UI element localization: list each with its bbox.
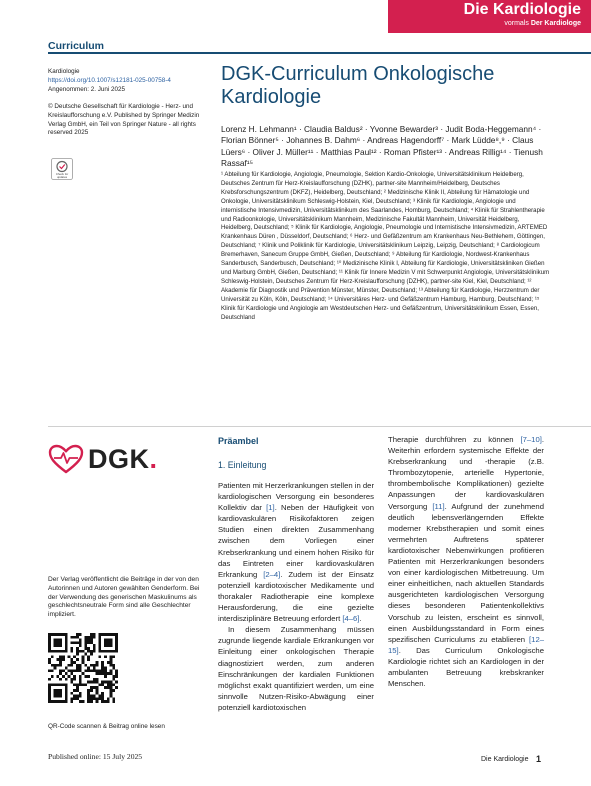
citation-link[interactable]: [4–6]	[342, 614, 360, 624]
text-run: . Das Curriculum Onkologische Kardiologie richtet sich an Kardiologen in der ambulanten Betreuung krebskranker Menschen.	[388, 645, 544, 689]
content-divider	[48, 426, 591, 427]
text-run: . Aufgrund der zunehmend deutlich lebensverlängernden Effekte moderner Krebstherapien und somit eines vermehrten Auftretens späterer kardiotoxischer Nebenwirkungen profitieren Patienten mit Herzerkrankungen besonders von einer kardiologischen Mitbetreuung. Um einer einheitlichen, nach aktuellen Standards ausgerichteten kardiologischen Versorgung dieses besonderen Patientenkollektivs Vorschub zu leisten, erscheint es sinnvoll, einen Ausbildungsstandard in Form eines spezifischen Curriculums zu etablieren	[388, 501, 544, 644]
citation-link[interactable]: [12–15]	[388, 634, 544, 655]
citation-link[interactable]: [11]	[432, 501, 445, 511]
check-for-updates-badge[interactable]	[51, 158, 73, 180]
header-divider	[48, 52, 591, 54]
journal-subtitle-prefix: vormals	[504, 20, 529, 27]
doi-link[interactable]: https://doi.org/10.1007/s12181-025-00758-4	[48, 77, 171, 84]
check-for-updates-label: Check for updates	[55, 172, 69, 179]
paragraph	[388, 434, 544, 689]
text-run: . Neben der Häufigkeit von kardiovaskulären Risikofaktoren zeigen Studien einen direkten Zusammenhang zwischen dem Vorliegen einer Krebserkrankung und einem hohen Risiko für das Eintreten einer kardiovaskulären Erkrankung	[218, 503, 374, 579]
citation-link[interactable]: [7–10]	[520, 435, 542, 444]
qr-caption: QR-Code scannen & Beitrag online lesen	[48, 723, 165, 730]
dgk-logo-text: DGK.	[88, 444, 158, 474]
gender-note: Der Verlag veröffentlicht die Beiträge in der von den Autorinnen und Autoren gewählten Genderform. Bei der Verwendung des generischen Maskulinums als geschlechtsneutrale Form sind alle Geschlechter impliziert.	[48, 576, 200, 619]
text-run: Patienten mit Herzerkrankungen stellen in der kardiologischen Versorgung ein besonderes Kollektiv dar	[218, 481, 374, 513]
published-online: Published online: 15 July 2025	[48, 752, 143, 761]
journal-title: Die Kardiologie	[463, 1, 581, 18]
dgk-logo-letters: DGK	[88, 444, 150, 474]
journal-subtitle	[504, 20, 581, 27]
affiliations: ¹ Abteilung für Kardiologie, Angiologie, Pneumologie, Sektion Kardio-Onkologie, Universitätsklinikum Heidelberg, Deutsches Zentrum für Herz-Kreislaufforschung (DZHK), partner-site Mannheim/Heidelberg, Deutsches Krebsforschungszentrum (DKFZ), Heidelberg, Deutschland; ² Medizinische Klinik II, Abteilung für Hämatologie und Onkologie, Universitätsklinikum Schleswig-Holstein, Kiel, Deutschland; ³ Klinik für Kardiologie, Angiologie und internistische Intensivmedizin, Universitätsklinikum des Saarlandes, Homburg, Deutschland; ⁴ Klinik für Strahlentherapie und Radioonkologie, Universitätsklinikum Mannheim, Medizinische Fakultät Mannheim, Universität Heidelberg, Heidelberg, Deutschland; ⁵ Klinik für Kardiologie, Angiologie, Pneumologie und Internistische Intensivmedizin, ARTEMED Krankenhaus Düren , Düsseldorf, Deutschland; ⁶ Herz- und Gefäßzentrum am Krankenhaus Neu-Bethlehem, Göttingen, Deutschland; ⁷ Klinik und Poliklinik für Kardiologie, Universitätsklinikum Leipzig, Leipzig, Deutschland; ⁸ Cardiologicum Bremerhaven, Sanecum Gruppe GmbH, Gießen, Deutschland; ⁹ Abteilung für Kardiologie, Nordwest-Krankenhaus Sanderbusch, Sanderbusch, Deutschland; ¹⁰ Medizinische Klinik I, Abteilung für Kardiologie, Universitätskliniken Gießen und Marburg GmbH, Gießen, Deutschland; ¹¹ Klinik für Innere Medizin V mit Schwerpunkt Angiologie, Universitätsklinikum Schleswig-Holstein, Deutsches Zentrum für Herz-Kreislaufforschung (DZHK), partner-site Kiel, Kiel, Deutschland; ¹² Akademie für Diagnostik und Prävention Münster, Münster, Deutschland; ¹³ Abteilung für Kardiologie, Herzzentrum der Universität zu Köln, Köln, Deutschland; ¹⁴ Universitäres Herz- und Gefäßzentrum Hamburg, Hamburg, Deutschland; ¹⁵ Klinik für Kardiologie und Angiologie am Westdeutschen Herz- und Gefäßzentrum, Universitätsklinikum Essen, Essen, Deutschland	[221, 171, 550, 321]
section-heading-preamble: Präambel	[218, 436, 259, 446]
article-column-1	[218, 480, 374, 713]
text-run: . Zudem ist der Einsatz potenziell kardiotoxischer Medikamente und thorakaler Radiotherapie eine komplexe Herausforderung, die eine gezielte interdisziplinäre Betreuung erfordert	[218, 569, 374, 624]
author-list: Lorenz H. Lehmann¹ · Claudia Baldus² · Yvonne Bewarder³ · Judit Boda-Heggemann⁴ · Florian Bönner⁵ · Johannes B. Dahm⁶ · Andreas Hagendorff⁷ · Mark Lüdde⁸,⁹ · Claus Lüers⁶ · Oliver J. Müller¹¹ · Matthias Paul¹² · Roman Pfister¹³ · Andreas Rillig¹⁴ · Tienush Rassaf¹⁵	[221, 124, 543, 168]
paragraph	[218, 480, 374, 624]
copyright-notice: © Deutsche Gesellschaft für Kardiologie - Herz- und Kreislaufforschung e.V. Published by Springer Medizin Verlag GmbH, ein Teil von Springer Nature - all rights reserved 2025	[48, 103, 200, 137]
section-heading-introduction: 1. Einleitung	[218, 460, 267, 470]
footer-journal-name: Die Kardiologie	[481, 756, 529, 763]
article-column-2	[388, 434, 544, 689]
journal-former-name: Der Kardiologe	[530, 20, 581, 27]
qr-code[interactable]	[48, 633, 118, 703]
dgk-heart-icon	[48, 444, 84, 474]
citation-link[interactable]: [1]	[266, 503, 275, 513]
journal-banner	[388, 0, 591, 33]
citation-link[interactable]: [2–4]	[263, 569, 281, 579]
article-title: DGK-Curriculum Onkologische Kardiologie	[221, 63, 495, 108]
dgk-logo	[48, 444, 168, 474]
text-run: Therapie durchführen zu können	[388, 435, 521, 444]
paragraph: In diesem Zusammenhang müssen zugrunde liegende kardiale Erkrankungen vor Einleitung einer onkologischen Therapie diagnostiziert werden, zum anderen Einschränkungen der kardialen Funktionen möglichst exakt quantifiziert werden, um eine sinnvolle Nutzen-Risiko-Abwägung einer potenziell kardiotoxischen	[218, 625, 374, 712]
page-number: 1	[536, 754, 542, 764]
text-run: . Weiterhin erfordern systemische Effekte der Krebserkrankung und -therapie (z.B. Thrombozytopenie, arterielle Hypertonie, thrombembolische Komplikationen) gezielte Anpassungen der kardiovaskulären Versorgung	[388, 435, 544, 511]
section-label: Curriculum	[48, 40, 105, 52]
text-run: .	[359, 614, 362, 624]
meta-journal: Kardiologie	[48, 68, 80, 75]
accepted-date: Angenommen: 2. Juni 2025	[48, 86, 126, 93]
